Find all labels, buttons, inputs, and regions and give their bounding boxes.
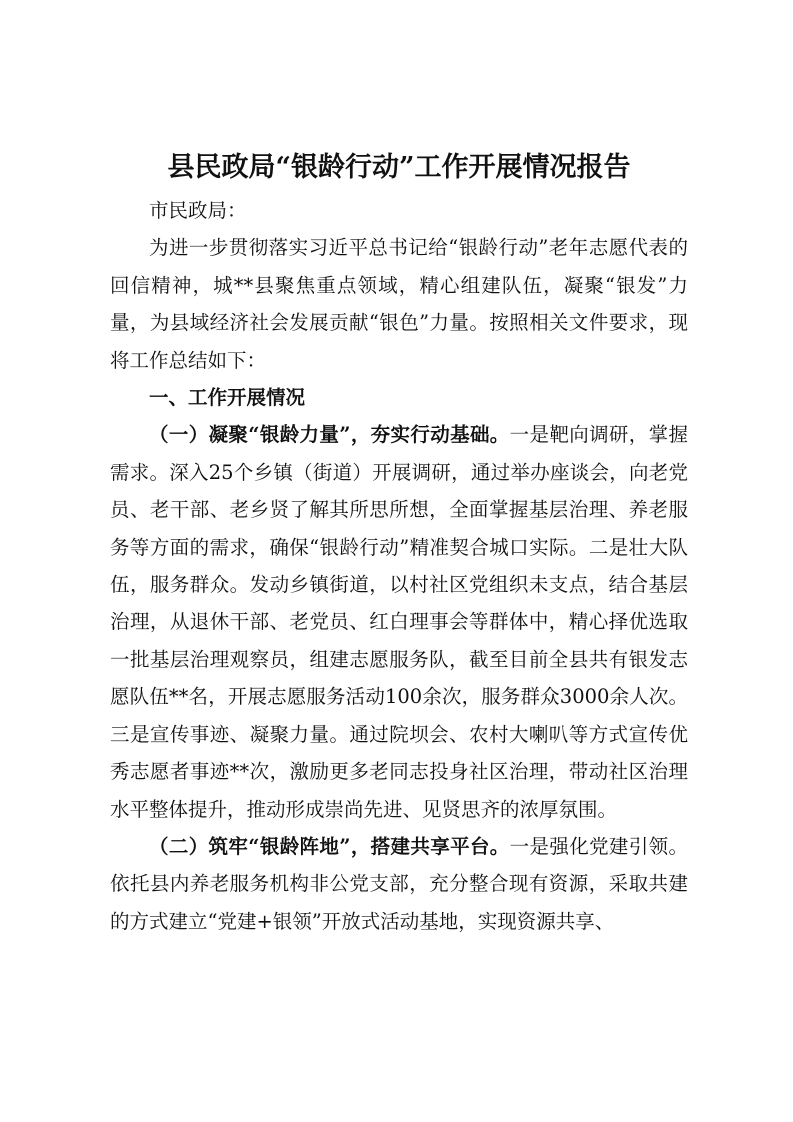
intro-paragraph: 为进一步贯彻落实习近平总书记给“银龄行动”老年志愿代表的回信精神，城**县聚焦重点领域，精心组建队伍，凝聚“银发”力量，为县域经济社会发展贡献“银色”力量。按照相关文件要求，现将工作总结如下： [110, 236, 688, 372]
subsection-2-heading: （二）筑牢“银龄阵地”，搭建共享平台。 [149, 834, 510, 858]
section-heading-1: 一、工作开展情况 [149, 386, 306, 410]
document-body [110, 140, 688, 940]
document-title: 县民政局“银龄行动”工作开展情况报告 [167, 152, 631, 183]
salutation: 市民政局： [149, 199, 247, 222]
subsection-2-body: 一是强化党建引领。依托县内养老服务机构非公党支部，充分整合现有资源，采取共建的方式建立“党建+银领”开放式活动基地，实现资源共享、 [110, 834, 688, 933]
subsection-1-heading: （一）凝聚“银龄力量”，夯实行动基础。 [149, 423, 510, 447]
subsection-1-body: 一是靶向调研，掌握需求。深入25个乡镇（街道）开展调研，通过举办座谈会，向老党员、老干部、老乡贤了解其所思所想，全面掌握基层治理、养老服务等方面的需求，确保“银龄行动”精准契合城口实际。二是壮大队伍，服务群众。发动乡镇街道，以村社区党组织未支点，结合基层治理，从退休干部、老党员、红白理事会等群体中，精心择优选取一批基层治理观察员，组建志愿服务队，截至目前全县共有银发志愿队伍**名，开展志愿服务活动100余次，服务群众3000余人次。三是宣传事迹、凝聚力量。通过院坝会、农村大喇叭等方式宣传优秀志愿者事迹**次，激励更多老同志投身社区治理，带动社区治理水平整体提升，推动形成崇尚先进、见贤思齐的浓厚氛围。 [110, 423, 688, 821]
subsection-1-paragraph [110, 416, 688, 827]
subsection-2-paragraph [110, 828, 688, 940]
